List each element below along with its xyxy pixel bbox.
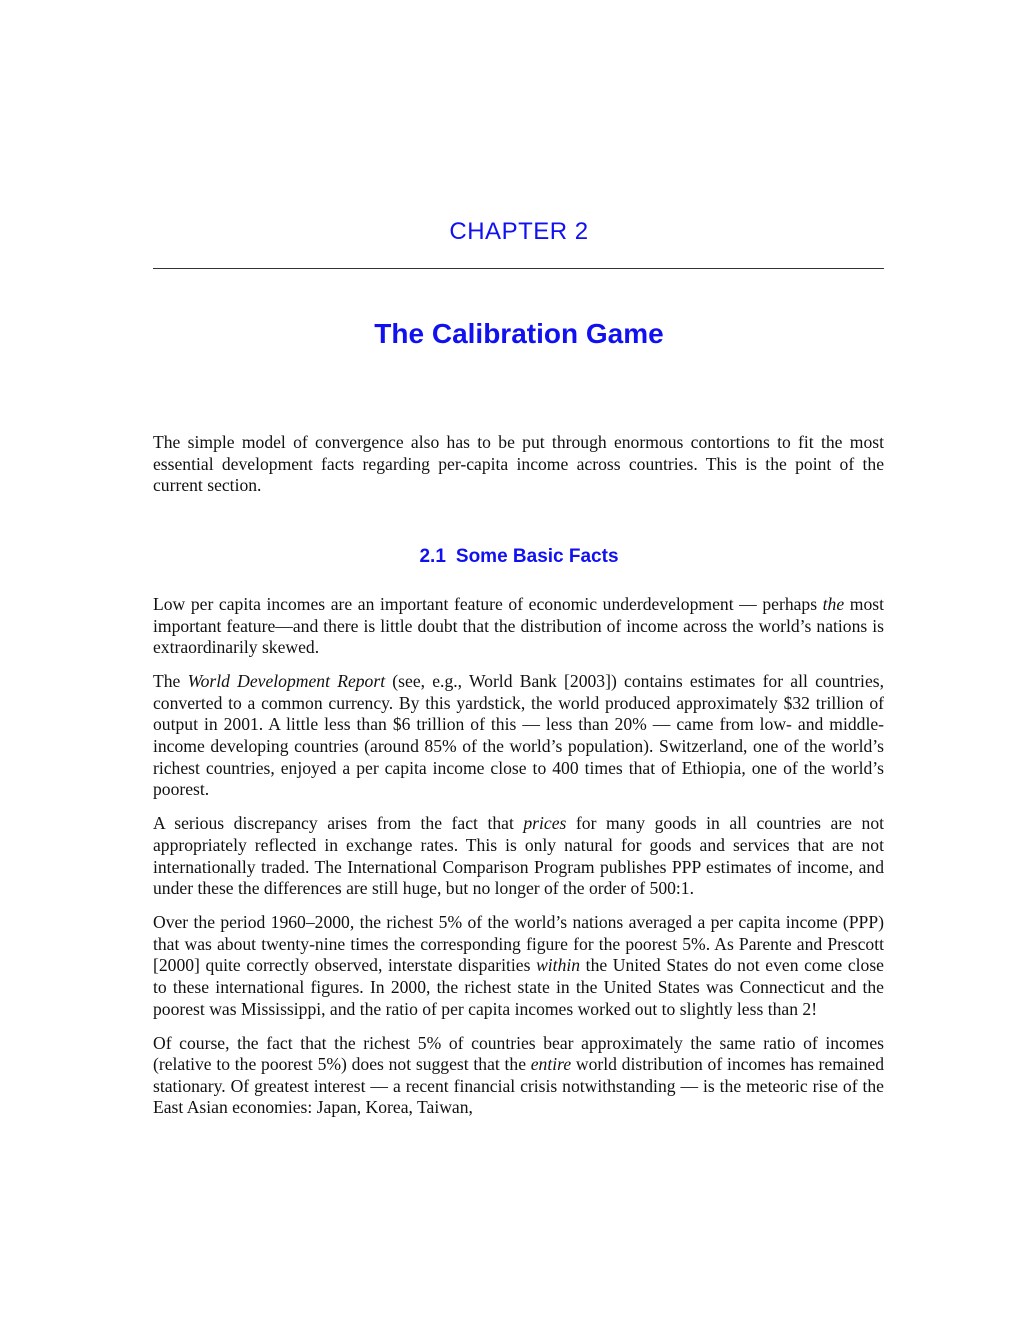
text-run: A serious discrepancy arises from the fact that [153,813,524,834]
text-run: (see, e.g., World Bank [2003]) contains estimates for all countries, converted to a common currency. By this yardstick, the world produced approximately $32 trillion of output in 2001. A little less than $6 trillion of this — less than 20% — came from low- and middle-income developing countries (around 85% of the world’s population). Switzerland, one of the world’s richest countries, enjoyed a per capita income close to 400 times that of Ethiopia, one of the world’s poorest. [153,671,884,800]
paragraph-4 [153,912,884,1020]
paragraph-2 [153,671,884,801]
intro-block [153,432,884,509]
chapter-label: CHAPTER 2 [449,218,589,245]
section-body [153,594,884,1132]
emphasis: prices [523,813,567,834]
emphasis: World Development Report [187,671,386,692]
paragraph-5 [153,1033,884,1119]
text-run: most important feature—and there is little doubt that the distribution of income across the world’s nations is extraordinarily skewed. [153,594,884,658]
emphasis: the [822,594,845,614]
emphasis: within [536,955,581,976]
paragraph-1 [153,594,884,659]
section-number: 2.1 [419,546,446,567]
paragraph-3 [153,813,884,899]
text-run: Over the period 1960–2000, the richest 5% of the world’s nations averaged a per capita income (PPP) that was about twenty-nine times the corresponding figure for the poorest 5%. As Parente and Prescott [2000] quite correctly observed, interstate disparities [153,912,884,976]
section-heading [0,546,1020,568]
text-run: the United States do not even come close to these international figures. In 2000, the richest state in the United States was Connecticut and the poorest was Mississippi, and the ratio of per capita incomes worked out to slightly less than 2! [153,955,884,1019]
text-run: The [153,671,188,692]
chapter-title: The Calibration Game [374,318,664,349]
chapter-divider [153,268,884,269]
text-run: Of course, the fact that the richest 5% of countries bear approximately the same ratio of incomes (relative to the poorest 5%) does not suggest that the [153,1032,884,1075]
text-run: Low per capita incomes are an important feature of economic underdevelopment — perhaps [153,594,823,614]
text-run: world distribution of incomes has remained stationary. Of greatest interest — a recent financial crisis notwithstanding — is the meteoric rise of the East Asian economies: Japan, Korea, Taiwan, [153,1054,884,1118]
text-run: for many goods in all countries are not appropriately reflected in exchange rates. This is only natural for goods and services that are not internationally traded. The International Comparison Program publishes PPP estimates of income, and under these the differences are still huge, but no longer of the order of 500:1. [153,813,885,899]
intro-paragraph: The simple model of convergence also has to be put through enormous contortions to fit the most essential development facts regarding per-capita income across countries. This is the point of the current section. [153,432,884,496]
section-title: Some Basic Facts [455,546,619,567]
emphasis: entire [530,1054,572,1075]
